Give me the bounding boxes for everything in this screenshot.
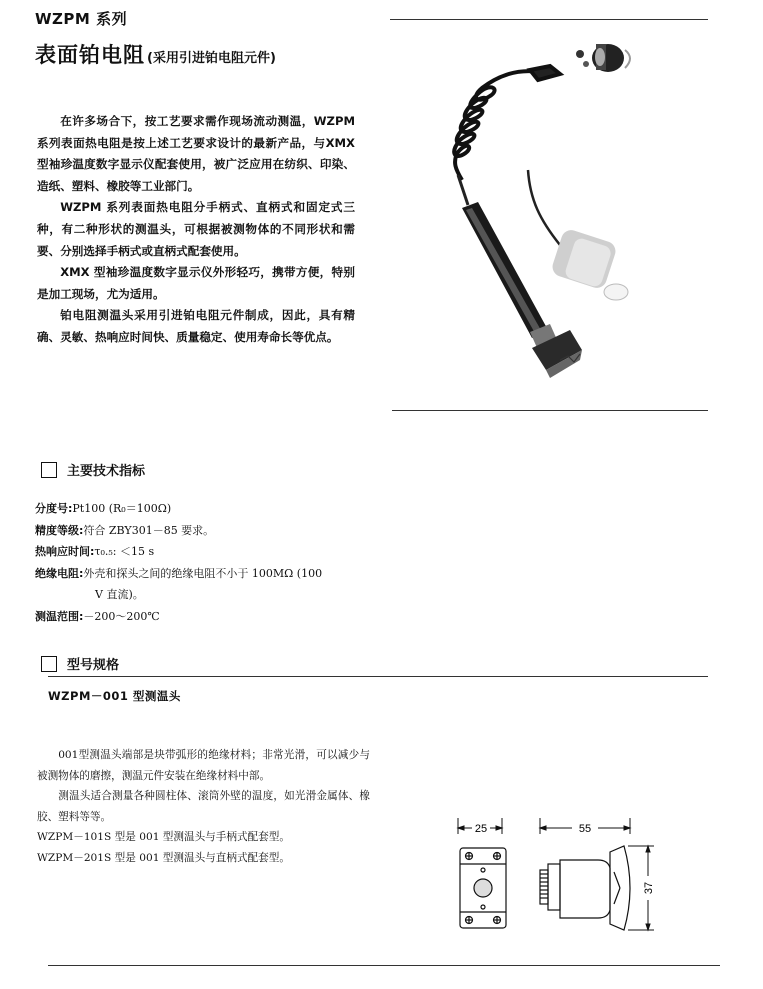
photo-bottom-rule xyxy=(392,410,708,411)
spec-value: τ₀.₅: ＜15 s xyxy=(94,545,155,558)
spec-row-continuation xyxy=(35,584,365,606)
model-heading-label: 型号规格 xyxy=(67,658,120,673)
spec-key: 分度号: xyxy=(35,502,73,515)
series-label: WZPM 系列 xyxy=(35,10,128,28)
dim-height-label: 37 xyxy=(643,881,655,895)
spec-value: Pt100 (R₀＝100Ω) xyxy=(72,502,172,515)
coiled-cable-image xyxy=(454,66,560,180)
spec-key: 热响应时间: xyxy=(35,545,95,558)
specs-heading xyxy=(41,460,145,479)
intro-text xyxy=(37,111,355,349)
spec-value: 符合 ZBY301－85 要求。 xyxy=(83,523,215,537)
model-name: WZPM－001 型测温头 xyxy=(48,689,181,703)
spec-key: 测温范围: xyxy=(35,609,84,623)
description-paragraph: 测温头适合测量各种圆柱体、滚筒外壁的温度，如光滑金属体、橡胶、塑料等等。 xyxy=(37,790,370,823)
spec-value: V 直流)。 xyxy=(95,588,144,601)
spec-value: 外壳和探头之间的绝缘电阻不小于 100MΩ (100 xyxy=(83,566,323,580)
spec-row xyxy=(35,606,365,628)
description-line: WZPM－101S 型是 001 型测温头与手柄式配套型。 xyxy=(37,831,290,843)
checkbox-square-icon xyxy=(41,462,57,478)
intro-paragraph: 铂电阻测温头采用引进铂电阻元件制成，因此，具有精确、灵敏、热响应时间快、质量稳定、使用寿命长等优点。 xyxy=(37,308,355,344)
product-photo xyxy=(420,30,720,390)
spec-row xyxy=(35,498,365,520)
spec-row xyxy=(35,563,365,585)
description-line: WZPM－201S 型是 001 型测温头与直柄式配套型。 xyxy=(37,851,290,864)
spec-row xyxy=(35,520,365,542)
spec-key: 绝缘电阻: xyxy=(35,566,84,580)
specs-heading-label: 主要技术指标 xyxy=(67,464,146,479)
intro-paragraph: XMX 型袖珍温度数字显示仪外形轻巧，携带方便，特别是加工现场，尤为适用。 xyxy=(37,265,355,301)
connector-plug-image xyxy=(576,44,630,72)
spec-value: －200～200℃ xyxy=(83,609,160,623)
dim-length-label: 55 xyxy=(578,823,592,835)
title-main: 表面铂电阻 xyxy=(35,43,145,67)
checkbox-square-icon xyxy=(41,656,57,672)
title-subtitle: (采用引进铂电阻元件) xyxy=(147,51,276,66)
page-title xyxy=(35,39,276,69)
specs-list xyxy=(35,498,365,627)
model-heading xyxy=(41,654,119,673)
top-right-rule xyxy=(390,19,708,20)
side-view xyxy=(540,846,630,930)
page-bottom-rule xyxy=(48,965,720,966)
spec-key: 精度等级: xyxy=(35,523,84,537)
technical-drawing xyxy=(448,812,668,942)
intro-paragraph: WZPM 系列表面热电阻分手柄式、直柄式和固定式三种，有二种形状的测温头，可根据被测物体的不同形状和需要、分别选择手柄式或直柄式配套使用。 xyxy=(37,200,355,258)
model-description xyxy=(37,745,370,868)
dim-width-label: 25 xyxy=(474,823,488,835)
front-view xyxy=(460,848,506,928)
model-section-rule xyxy=(48,676,708,677)
description-paragraph: 001型测温头端部是块带弧形的绝缘材料；非常光滑，可以减少与被测物体的磨擦，测温元件安装在绝缘材料中部。 xyxy=(37,749,370,782)
intro-paragraph: 在许多场合下，按工艺要求需作现场流动测温，WZPM系列表面热电阻是按上述工艺要求设计的最新产品，与XMX型袖珍温度数字显示仪配套使用，被广泛应用在纺织、印染、造纸、塑料、橡胶等工业部门。 xyxy=(37,114,355,193)
spec-row xyxy=(35,541,365,563)
